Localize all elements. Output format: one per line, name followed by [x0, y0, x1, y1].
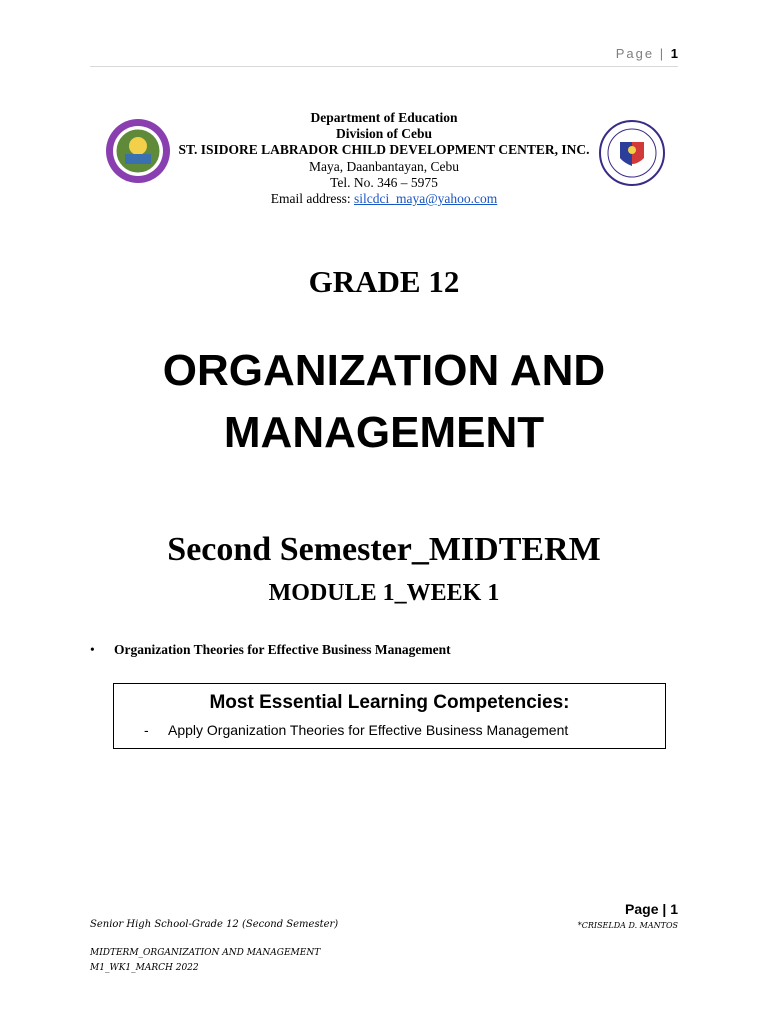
- division-name: Division of Cebu: [335, 126, 433, 142]
- subject-title-line1: ORGANIZATION AND: [162, 346, 606, 395]
- header-page-value: 1: [670, 46, 678, 61]
- footer-course-line: Senior High School-Grade 12 (Second Semester): [90, 919, 339, 930]
- footer-module-line2: M1_WK1_MARCH 2022: [90, 963, 199, 973]
- header-divider: [90, 66, 678, 67]
- competency-item: [144, 722, 568, 738]
- subject-title-line2: MANAGEMENT: [223, 408, 545, 457]
- letterhead: [90, 110, 678, 207]
- subject-title: [0, 340, 768, 464]
- footer-module-line1: MIDTERM_ORGANIZATION AND MANAGEMENT: [90, 948, 321, 958]
- semester-title: Second Semester_MIDTERM: [167, 531, 601, 568]
- header-separator: |: [659, 46, 666, 61]
- competency-text: Apply Organization Theories for Effective Business Management: [168, 722, 569, 738]
- grade-title: GRADE 12: [308, 264, 460, 299]
- footer-module-info: [90, 946, 320, 976]
- email-link[interactable]: silcdci_maya@yahoo.com: [353, 191, 498, 207]
- bullet-icon: •: [90, 642, 95, 657]
- footer-author: *CRISELDA D. MANTOS: [577, 921, 678, 930]
- department-name: Department of Education: [310, 110, 458, 125]
- competencies-title: Most Essential Learning Competencies:: [209, 692, 570, 713]
- footer-page-number: Page | 1: [625, 901, 678, 917]
- module-title: MODULE 1_WEEK 1: [268, 580, 500, 606]
- school-name: ST. ISIDORE LABRADOR CHILD DEVELOPMENT CENTER, INC.: [178, 142, 590, 158]
- email-line: [90, 191, 678, 207]
- school-address: Maya, Daanbantayan, Cebu: [309, 158, 459, 174]
- topic-text: Organization Theories for Effective Business Management: [114, 642, 451, 657]
- topic-list-item: [90, 642, 451, 658]
- dash-icon: -: [144, 722, 149, 738]
- school-telephone: Tel. No. 346 – 5975: [330, 174, 438, 190]
- header-page-number: [616, 46, 678, 61]
- email-label: Email address:: [270, 191, 354, 207]
- header-page-word: Page: [615, 46, 655, 61]
- competencies-box: [113, 683, 666, 749]
